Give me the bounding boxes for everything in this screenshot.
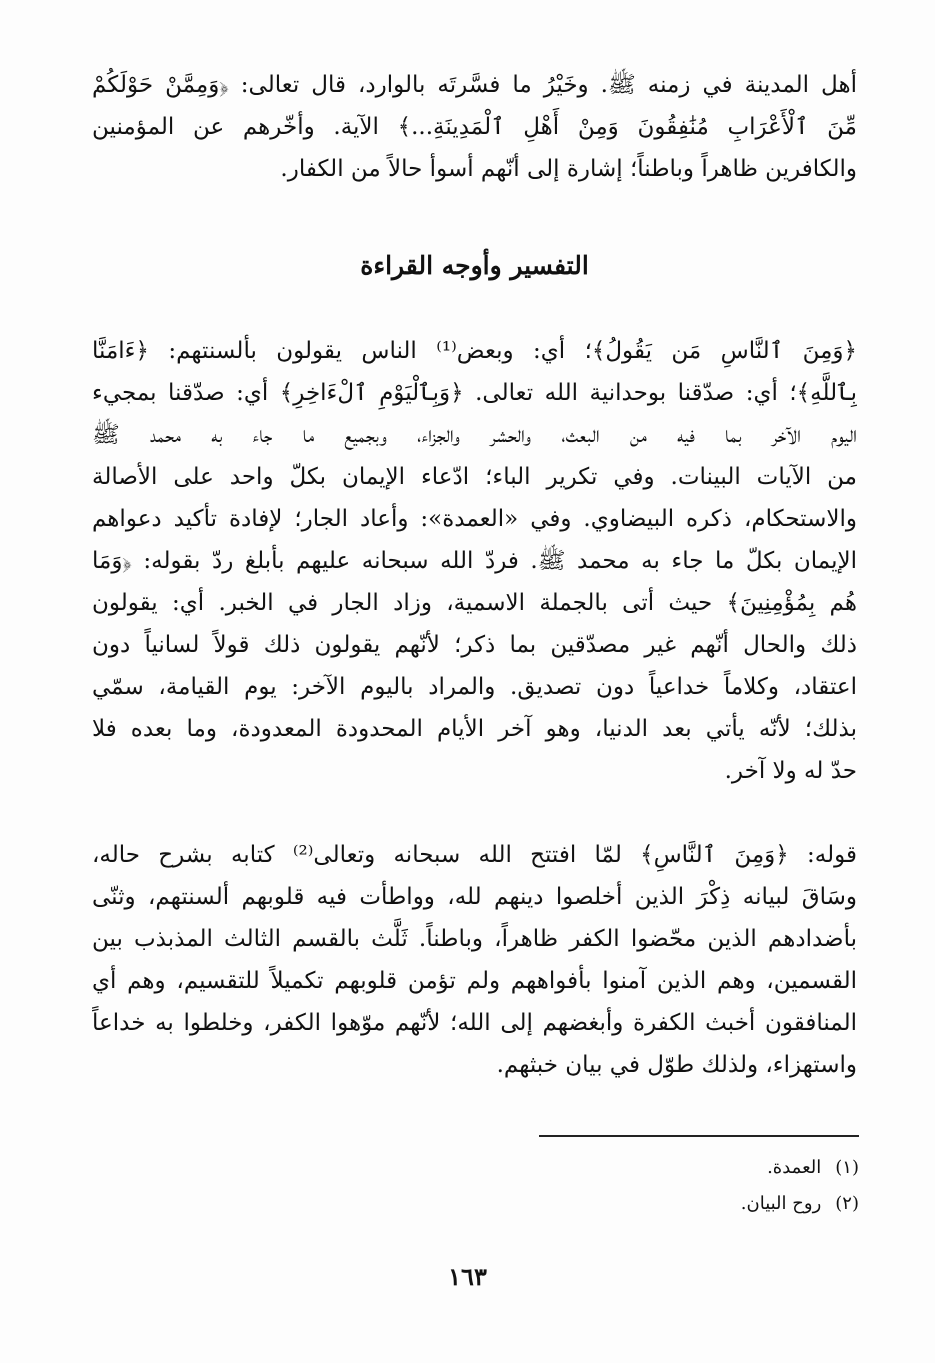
footnote-number: (١) (835, 1157, 859, 1178)
footnote-divider (539, 1135, 859, 1137)
text-line: والاستحكام، ذكره البيضاوي. وفي «العمدة»: وأعاد الجار؛ لإفادة تأكيد دعواهم (92, 506, 857, 532)
text-line: بِٱللَّهِ﴾؛ أي: صدّقنا بوحدانية الله تعالى. ﴿وَبِٱلْيَوْمِ ٱلْءَاخِرِ﴾ أي: صدّقنا بمجيء (92, 380, 857, 406)
text-line: حدّ له ولا آخر. (724, 758, 857, 784)
footnotes (741, 1150, 859, 1222)
section-heading: التفسير وأوجه القراءة (360, 251, 589, 280)
paragraph-qawluhu (92, 834, 857, 1086)
text-line: المنافقون أخبث الكفرة وأبغضهم إلى الله؛ لأنّهم موّهوا الكفر، وخلطوا به خداعاً (92, 1010, 857, 1036)
paragraph-tafsir (92, 330, 857, 792)
text-line: والكافرين ظاهراً وباطناً؛ إشارة إلى أنّهم أسوأ حالاً من الكفار. (280, 156, 857, 182)
text-line: القسمين، وهم الذين آمنوا بأفواههم ولم تؤمن قلوبهم تكميلاً للتقسيم، وهم أي (92, 968, 857, 994)
text-line: بأضدادهم الذين محّضوا الكفر ظاهراً، وباطناً. ثَلَّث بالقسم الثالث المذبذب بين (92, 926, 857, 952)
text-line: الإيمان بكلّ ما جاء به محمد ﷺ. فردّ الله سبحانه عليهم بأبلغ ردّ بقوله: ﴿وَمَا (92, 548, 857, 574)
text-line: بذلك؛ لأنّه يأتي بعد الدنيا، وهو آخر الأيام المحدودة المعدودة، وما بعده فلا (92, 716, 857, 742)
text-line: وسَاقَ لبيانه ذِكْرَ الذين أخلصوا دينهم لله، وواطأت فيه قلوبهم ألسنتهم، وثنّى (92, 884, 857, 910)
text-line: قوله: ﴿وَمِنَ ٱلنَّاسِ﴾ لمّا افتتح الله سبحانه وتعالى⁽²⁾ كتابه بشرح حاله، (92, 842, 857, 868)
text-line: ذلك والحال أنّهم غير مصدّقين بما ذكر؛ لأنّهم يقولون ذلك قولاً لسانياً دون (92, 632, 857, 658)
text-line: مِّنَ ٱلْأَعْرَابِ مُنَٰفِقُونَ وَمِنْ أَهْلِ ٱلْمَدِينَةِ...﴾ الآية. وأخّرهم عن المؤمنين (92, 114, 857, 140)
text-line: هُم بِمُؤْمِنِينَ﴾ حيث أتى بالجملة الاسمية، وزاد الجار في الخبر. أي: يقولون (92, 590, 857, 616)
text-line: اعتقاد، وكلاماً خداعياً دون تصديق. والمراد باليوم الآخر: يوم القيامة، سمّي (92, 674, 857, 700)
footnote-text: روح البيان. (740, 1193, 822, 1214)
text-line: اليوم الآخر بما فيه من البعث، والحشر والجزاء، وبجميع ما جاء به محمد ﷺ (92, 422, 857, 448)
footnote-item (741, 1150, 859, 1186)
text-line: أهل المدينة في زمنه ﷺ. وخَيْرُ ما فسَّرتَه بالوارد، قال تعالى: ﴿وَمِمَّنْ حَوْلَكُمْ (92, 72, 857, 98)
footnote-number: (٢) (835, 1193, 859, 1214)
text-line: واستهزاء، ولذلك طوّل في بيان خبثهم. (496, 1052, 857, 1078)
page-number: ١٦٣ (448, 1262, 487, 1291)
text-line: ﴿وَمِنَ ٱلنَّاسِ مَن يَقُولُ﴾؛ أي: وبعض⁽¹⁾ الناس يقولون بألسنتهم: ﴿ءَامَنَّا (92, 338, 857, 364)
footnote-text: العمدة. (767, 1157, 822, 1178)
footnote-item (741, 1186, 859, 1222)
text-line: من الآيات البينات. وفي تكرير الباء؛ ادّعاء الإيمان بكلّ واحد على الأصالة (92, 464, 857, 490)
paragraph-continuation (92, 64, 857, 190)
